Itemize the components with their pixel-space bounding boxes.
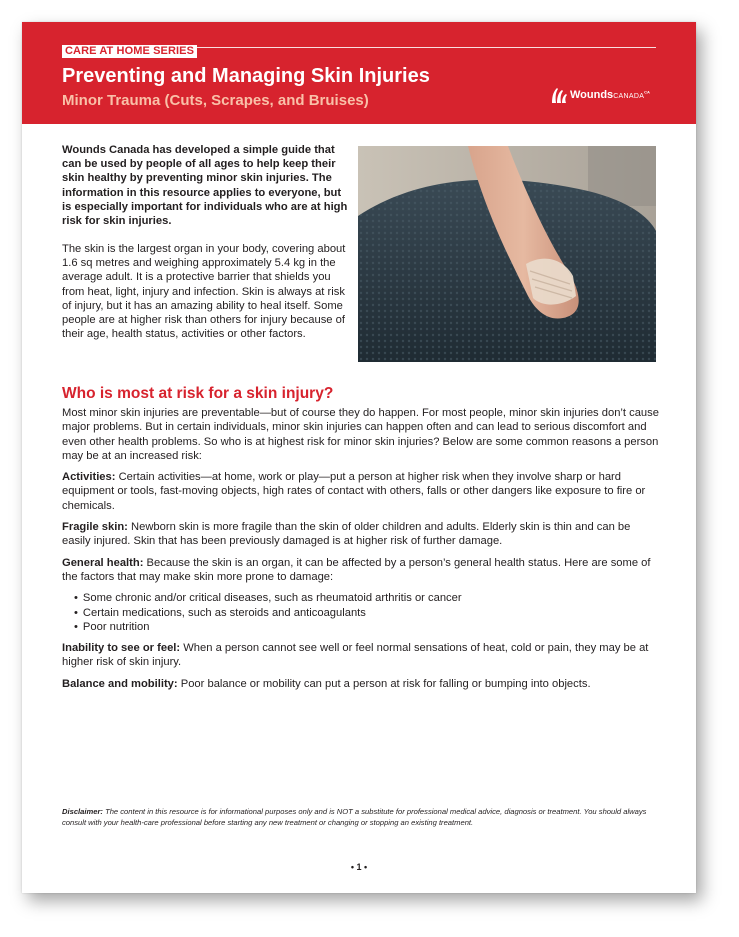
section-heading: Who is most at risk for a skin injury? <box>62 385 334 402</box>
list-item: • Some chronic and/or critical diseases, such as rheumatoid arthritis or cancer <box>74 591 662 606</box>
series-label: CARE AT HOME SERIES <box>62 45 197 58</box>
logo-mark: CA <box>644 89 650 95</box>
intro-paragraph: Wounds Canada has developed a simple guide that can be used by people of all ages to help keep their skin healthy by preventing minor skin injuries. The information in this resource applies to everyone, but is especially important for individuals who are at high risk for skin injuries. <box>62 144 348 228</box>
list-item: • Certain medications, such as steroids and anticoagulants <box>74 606 662 621</box>
risk-item-inability: Inability to see or feel: When a person cannot see well or feel normal sensations of heat, cold or pain, they may be at higher risk of skin injury. <box>62 642 649 669</box>
page-number: • 1 • <box>350 862 368 872</box>
section-intro: Most minor skin injuries are preventable—but of course they do happen. For most people, minor skin injuries don’t cause major problems. But in certain individuals, minor skin injuries can happen often and can lead to serious discomfort and even other health problems. So who is at highest risk for minor skin injuries? Below are some common reasons a person may be at an increased risk: <box>62 407 659 462</box>
logo-country: CANADA <box>613 93 645 100</box>
page-title: Preventing and Managing Skin Injuries <box>62 65 430 87</box>
list-item: • Poor nutrition <box>74 620 662 635</box>
health-factors-list <box>62 591 662 635</box>
wounds-canada-logo <box>550 82 650 108</box>
page-subtitle: Minor Trauma (Cuts, Scrapes, and Bruises) <box>62 92 369 109</box>
logo-brand: Wounds <box>570 89 614 101</box>
risk-item-balance: Balance and mobility: Poor balance or mobility can put a person at risk for falling or bumping into objects. <box>62 677 591 690</box>
hands-logo-icon <box>550 85 568 105</box>
section-body <box>62 406 662 698</box>
risk-item-fragile-skin: Fragile skin: Newborn skin is more fragile than the skin of older children and adults. Elderly skin is thin and can be easily injured. Skin that has been previously damaged is at higher risk of further damage. <box>62 521 631 548</box>
disclaimer: Disclaimer: The content in this resource is for informational purposes only and is NOT a substitute for professional medical advice, diagnosis or treatment. You should always consult with your health-care professional before starting any new treatment or changing or stopping an existing treatment. <box>62 807 647 827</box>
document-page <box>22 22 696 893</box>
risk-item-general-health: General health: Because the skin is an organ, it can be affected by a person’s general health status. Here are some of the factors that may make skin more prone to damage: <box>62 556 651 583</box>
header-banner <box>22 22 696 124</box>
skin-organ-paragraph: The skin is the largest organ in your body, covering about 1.6 sq metres and weighing approximately 5.4 kg in the average adult. It is a protective barrier that shields you from heat, light, injury and infection. Skin is always at risk of injury, but it has an amazing ability to heal itself. Some people are at higher risk than others for injury because of their age, health status, activities or other factors. <box>62 243 346 341</box>
risk-item-activities: Activities: Certain activities—at home, work or play—put a person at higher risk when they involve sharp or hard equipment or tools, fast-moving objects, high rates of contact with others, falls or other dangers like exposure to fire or chemicals. <box>62 471 646 512</box>
bandaged-finger-photo <box>358 146 656 362</box>
